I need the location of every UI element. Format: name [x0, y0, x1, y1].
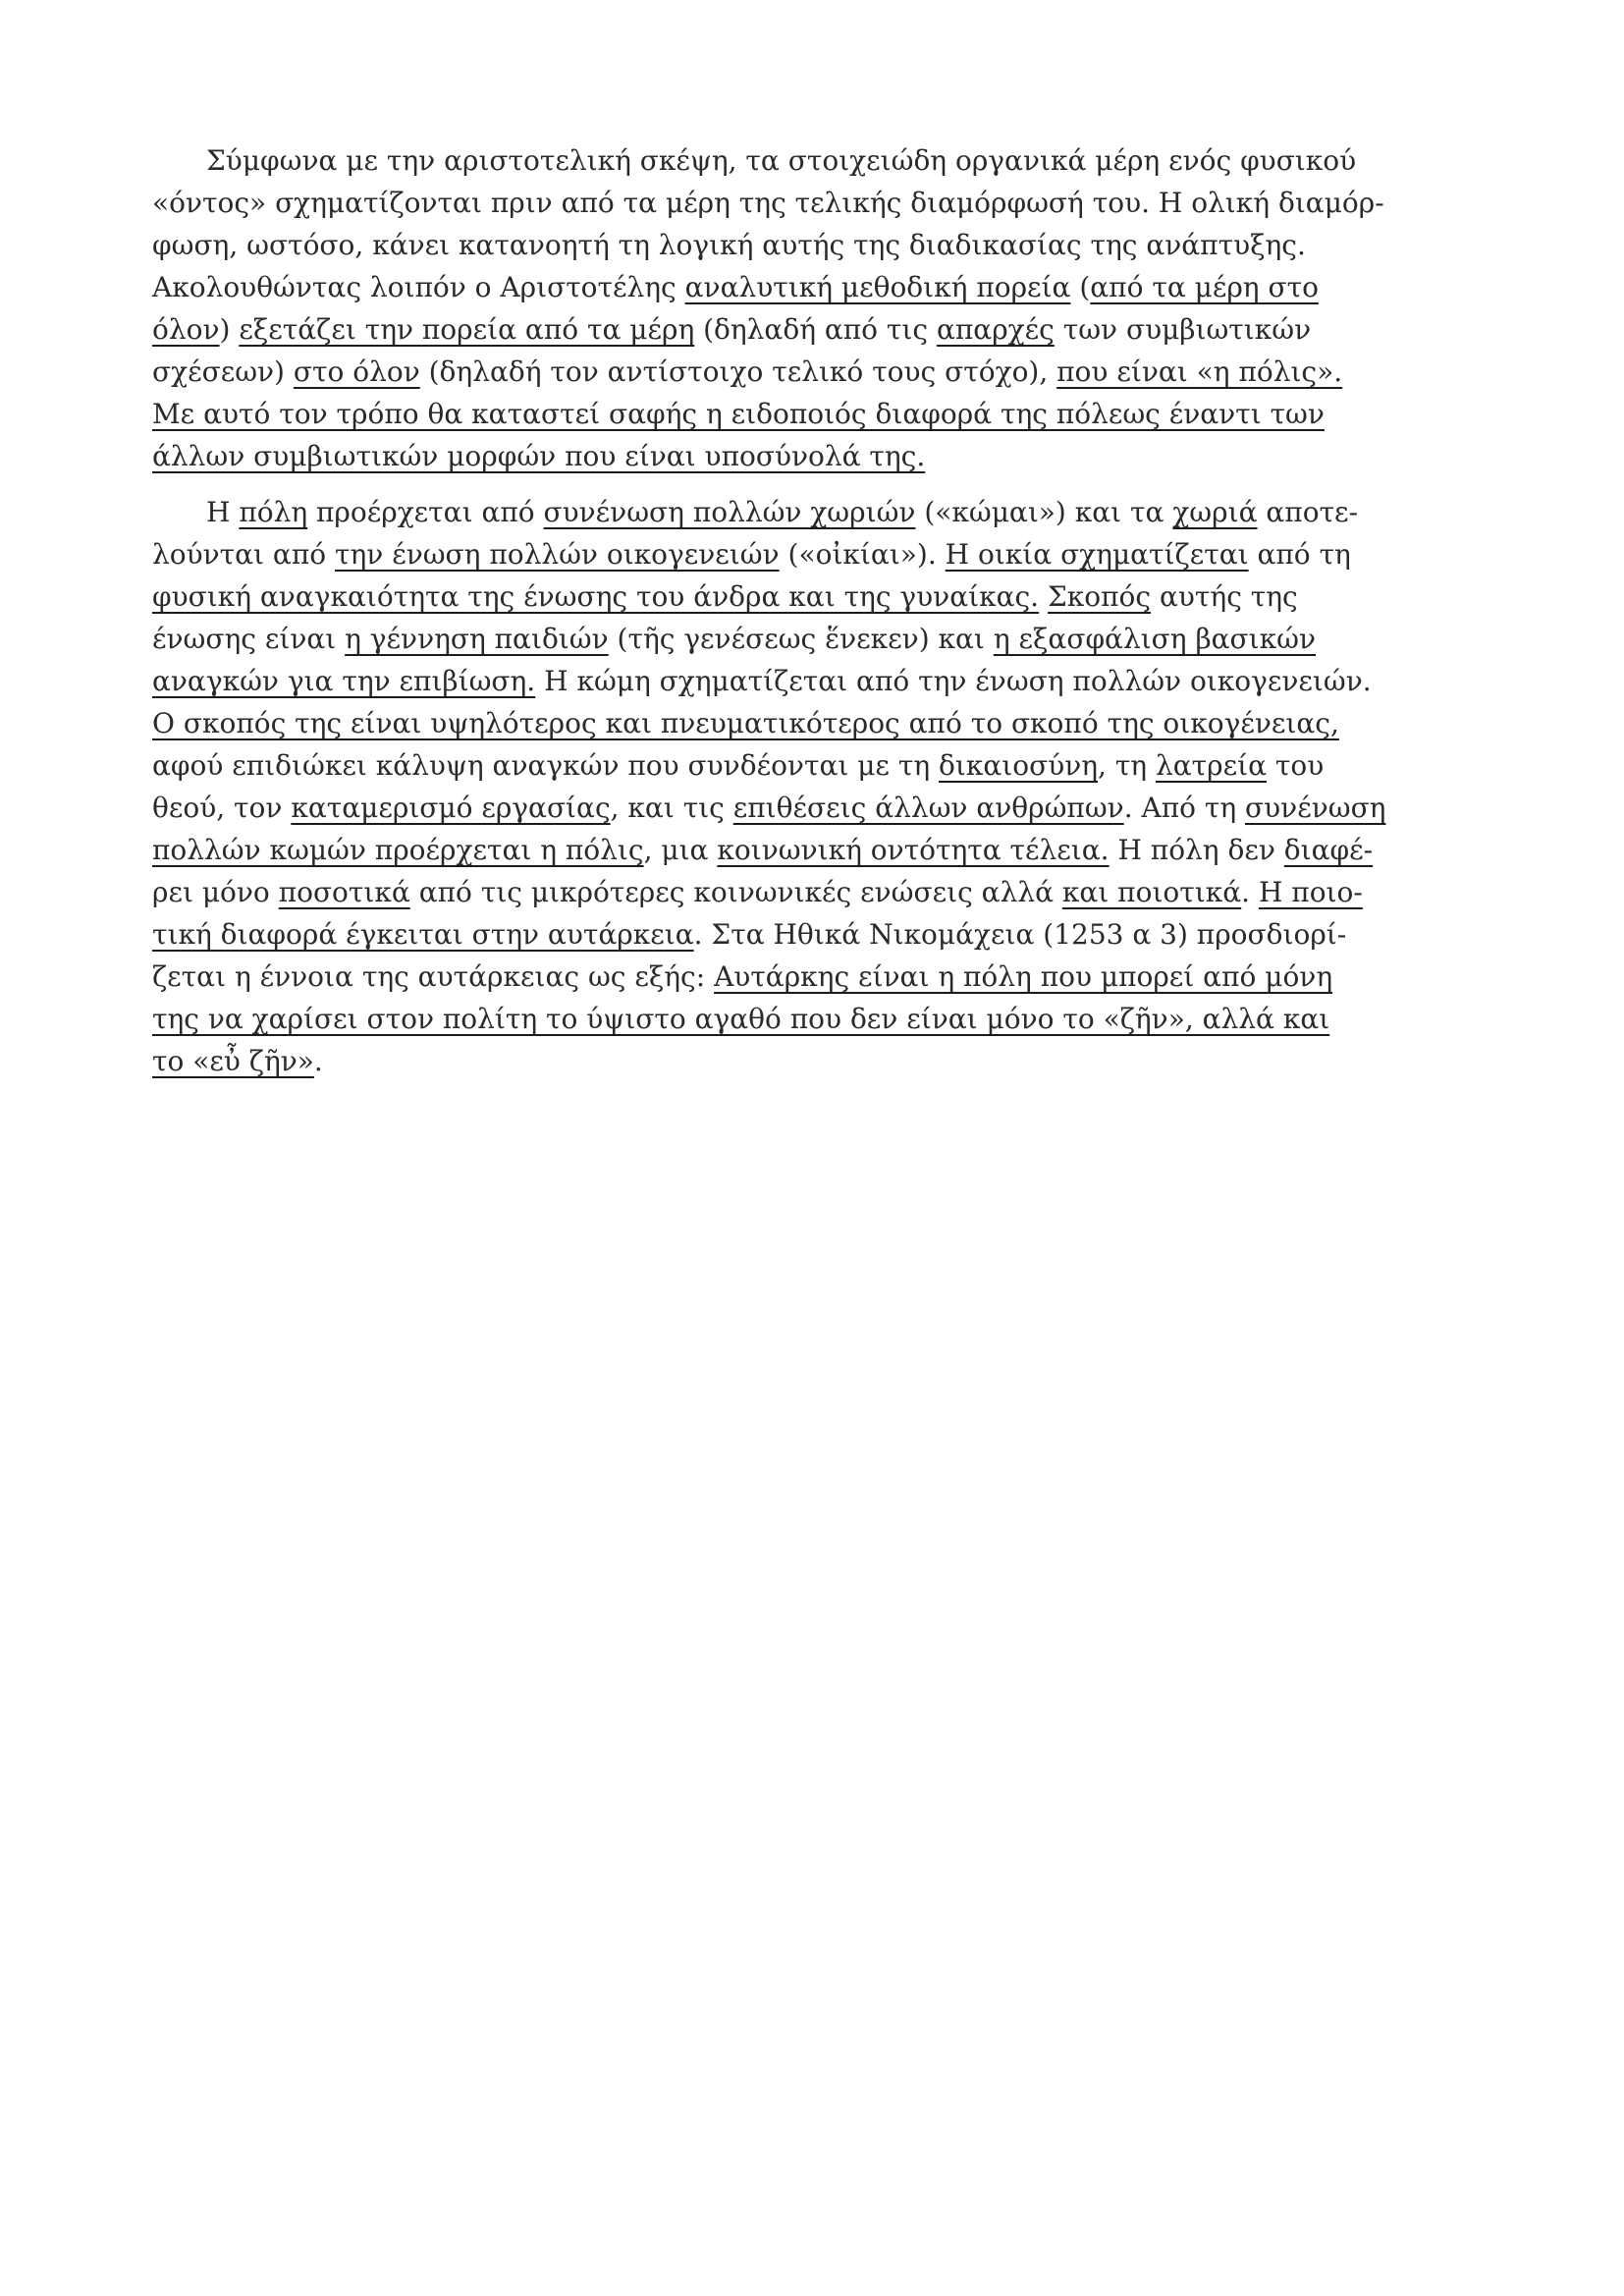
text-run: . Από τη	[1123, 792, 1246, 824]
underlined-text: επιθέσεις άλλων ανθρώπων	[732, 792, 1124, 824]
text-run: (δηλαδή τον αντίστοιχο τελικό τους στόχο),	[419, 355, 1057, 388]
text-run: )	[219, 313, 240, 346]
text-run: σχέσεων)	[152, 355, 294, 388]
text-run: θεού, τον	[152, 792, 292, 824]
underlined-text: το «εὖ ζῆν»	[152, 1045, 314, 1077]
text-run: («κώμαι») και τα	[915, 496, 1173, 528]
text-line	[152, 393, 1488, 435]
underlined-text: Σκοπός	[1047, 580, 1152, 613]
text-run: προέρχεται από	[307, 496, 544, 528]
underlined-text: η εξασφάλιση βασικών	[993, 623, 1317, 655]
text-run: . Στα Ηθικά Νικομάχεια (1253 α 3) προσδιορί-	[693, 918, 1347, 951]
text-run: από τη	[1248, 538, 1351, 571]
underlined-text: συνένωση	[1245, 792, 1386, 824]
text-line	[152, 266, 1488, 308]
text-run: .	[1241, 876, 1259, 908]
text-run: αυτής της	[1151, 580, 1298, 613]
text-run: του	[1266, 749, 1325, 782]
text-run: (δηλαδή από τις	[694, 313, 937, 346]
underlined-text: πόλη	[239, 496, 308, 528]
text-line	[152, 913, 1488, 956]
text-run: (τῆς γενέσεως ἕνεκεν) και	[608, 623, 994, 655]
paragraph	[152, 139, 1488, 477]
underlined-text: Με αυτό τον τρόπο θα καταστεί σαφής η ειδοποιός διαφορά της πόλεως έναντι των	[152, 398, 1325, 430]
text-line	[152, 491, 1488, 533]
text-line	[152, 182, 1488, 224]
text-run: Ακολουθώντας λοιπόν ο Αριστοτέλης	[152, 271, 685, 303]
underlined-text: αναγκών για την επιβίωση.	[152, 665, 536, 697]
text-line	[152, 660, 1488, 702]
underlined-text: στο όλον	[293, 355, 420, 388]
underlined-text: φυσική αναγκαιότητα της ένωσης του άνδρα και της γυναίκας.	[152, 580, 1040, 613]
paragraph-gap	[152, 477, 1488, 491]
underlined-text: διαφέ-	[1283, 834, 1374, 866]
text-line	[152, 829, 1488, 871]
text-run: αφού επιδιώκει κάλυψη αναγκών που συνδέονται με τη	[152, 749, 939, 782]
text-run: ζεται η έννοια της αυτάρκειας ως εξής:	[152, 960, 715, 993]
text-run: ένωσης είναι	[152, 623, 346, 655]
text-run: των συμβιωτικών	[1054, 313, 1312, 346]
document-body	[152, 139, 1488, 1082]
text-line	[152, 308, 1488, 351]
text-run: αποτε-	[1257, 496, 1359, 528]
underlined-text: κοινωνική οντότητα τέλεια.	[717, 834, 1110, 866]
text-line	[152, 744, 1488, 787]
underlined-text: εξετάζει την πορεία από τα μέρη	[239, 313, 695, 346]
underlined-text: πολλών κωμών προέρχεται η πόλις	[152, 834, 644, 866]
text-run: Η κώμη σχηματίζεται από την ένωση πολλών οικογενειών.	[535, 665, 1372, 697]
underlined-text: Ο σκοπός της είναι υψηλότερος και πνευματικότερος από το σκοπό της οικογένειας,	[152, 707, 1339, 739]
underlined-text: όλον	[152, 313, 220, 346]
text-run: , μια	[643, 834, 718, 866]
underlined-text: απαρχές	[936, 313, 1055, 346]
underlined-text: συνένωση πολλών χωριών	[543, 496, 916, 528]
underlined-text: χωριά	[1172, 496, 1258, 528]
underlined-text: που είναι «η πόλις».	[1056, 355, 1343, 388]
text-run: (	[1070, 271, 1091, 303]
underlined-text: Αυτάρκης είναι η πόλη που μπορεί από μόνη	[714, 960, 1333, 993]
underlined-text: την ένωση πολλών οικογενειών	[335, 538, 780, 571]
underlined-text: λατρεία	[1155, 749, 1267, 782]
text-line	[152, 956, 1488, 998]
text-run: , και τις	[610, 792, 733, 824]
underlined-text: Η ποιο-	[1258, 876, 1363, 908]
text-line	[152, 618, 1488, 660]
text-run: Η πόλη δεν	[1109, 834, 1284, 866]
underlined-text: Η οικία σχηματίζεται	[945, 538, 1249, 571]
underlined-text: η γέννηση παιδιών	[345, 623, 609, 655]
text-line	[152, 533, 1488, 575]
underlined-text: καταμερισμό εργασίας	[291, 792, 611, 824]
text-line	[152, 998, 1488, 1040]
underlined-text: από τα μέρη στο	[1090, 271, 1319, 303]
text-run	[1039, 580, 1048, 613]
text-run: Η	[206, 496, 240, 528]
text-run: , τη	[1098, 749, 1156, 782]
underlined-text: τική διαφορά έγκειται στην αυτάρκεια	[152, 918, 694, 951]
underlined-text: δικαιοσύνη	[939, 749, 1099, 782]
underlined-text: ποσοτικά	[278, 876, 410, 908]
text-line	[152, 435, 1488, 477]
underlined-text: άλλων συμβιωτικών μορφών που είναι υποσύνολά της.	[152, 440, 926, 472]
text-run: από τις μικρότερες κοινωνικές ενώσεις αλλά	[409, 876, 1062, 908]
text-line	[152, 702, 1488, 744]
text-run: «όντος» σχηματίζονται πριν από τα μέρη της τελικής διαμόρφωσή του. Η ολική διαμόρ-	[152, 187, 1384, 219]
text-run: («οἰκίαι»).	[779, 538, 946, 571]
underlined-text: αναλυτική μεθοδική πορεία	[684, 271, 1071, 303]
text-line	[152, 575, 1488, 618]
text-line	[152, 1040, 1488, 1082]
text-run: φωση, ωστόσο, κάνει κατανοητή τη λογική αυτής της διαδικασίας της ανάπτυξης.	[152, 229, 1306, 261]
text-run: Σύμφωνα με την αριστοτελική σκέψη, τα στοιχειώδη οργανικά μέρη ενός φυσικού	[206, 144, 1357, 177]
text-line	[152, 351, 1488, 393]
text-line	[152, 139, 1488, 182]
paragraph	[152, 491, 1488, 1082]
text-line	[152, 224, 1488, 266]
text-line	[152, 871, 1488, 913]
text-run: .	[313, 1045, 323, 1077]
text-run: ρει μόνο	[152, 876, 279, 908]
underlined-text: της να χαρίσει στον πολίτη το ύψιστο αγαθό που δεν είναι μόνο το «ζῆν», αλλά και	[152, 1003, 1330, 1035]
text-line	[152, 787, 1488, 829]
underlined-text: και ποιοτικά	[1061, 876, 1242, 908]
text-run: λούνται από	[152, 538, 335, 571]
